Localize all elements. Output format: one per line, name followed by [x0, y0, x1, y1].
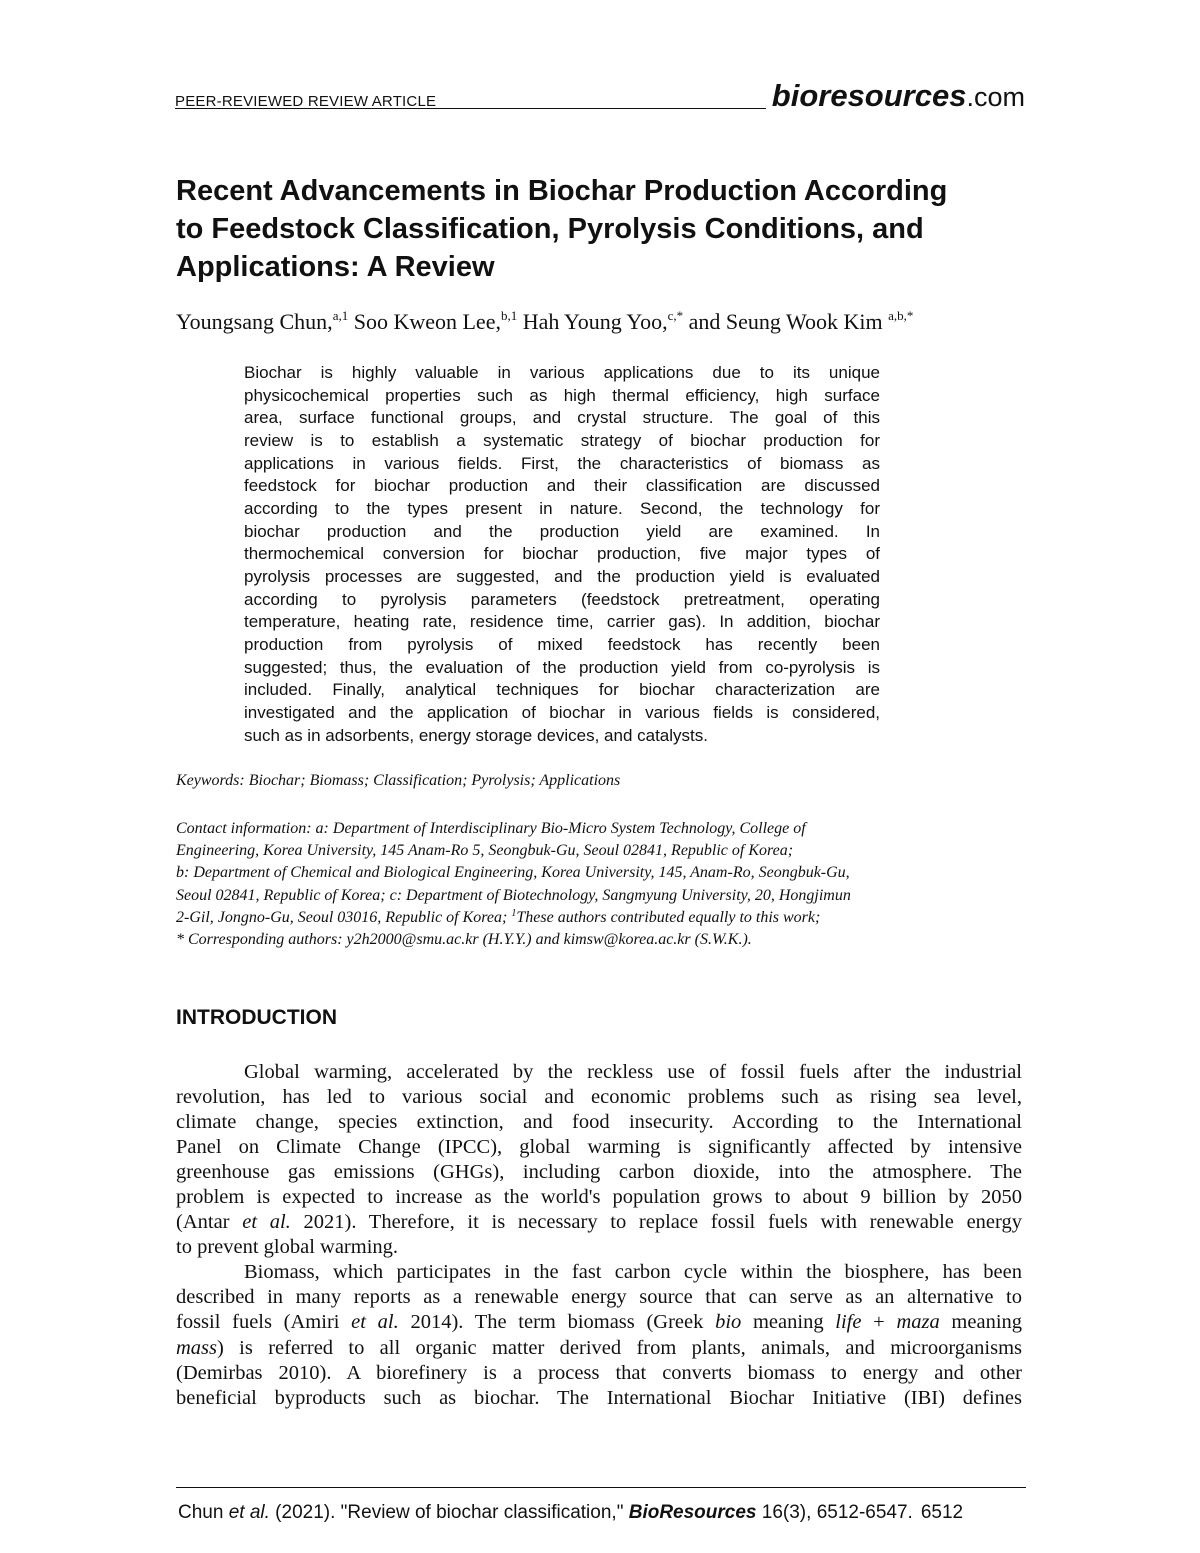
abstract-line: pyrolysis processes are suggested, and the production yield is evaluated — [244, 566, 880, 586]
body-line: (Demirbas 2010). A biorefinery is a process that converts biomass to energy and other — [176, 1361, 1022, 1384]
contact-text: 2-Gil, Jongno-Gu, Seoul 03016, Republic of Korea; — [176, 908, 512, 926]
abstract-line: area, surface functional groups, and crystal structure. The goal of this — [244, 408, 880, 428]
corresponding-authors-line: * Corresponding authors: y2h2000@smu.ac.kr (H.Y.Y.) and kimsw@korea.ac.kr (S.W.K.). — [176, 931, 752, 949]
text-run: + — [861, 1311, 897, 1334]
equal-contribution-mark: 1 — [511, 907, 517, 919]
author-name: Soo Kweon Lee, — [348, 309, 501, 334]
contact-line — [176, 907, 956, 929]
article-title — [176, 172, 1026, 286]
abstract — [244, 362, 880, 747]
page-number: 6512 — [920, 1502, 964, 1523]
title-line: to Feedstock Classification, Pyrolysis Conditions, and — [176, 213, 924, 245]
abstract-line: applications in various fields. First, the characteristics of biomass as — [244, 453, 880, 473]
body-line: problem is expected to increase as the world's population grows to about 9 billion by 2050 — [176, 1186, 1022, 1209]
site-tld: .com — [966, 82, 1025, 112]
body-line: Panel on Climate Change (IPCC), global warming is significantly affected by intensive — [176, 1136, 1022, 1159]
abstract-line: thermochemical conversion for biochar production, five major types of — [244, 544, 880, 564]
abstract-line: included. Finally, analytical techniques for biochar characterization are — [244, 680, 880, 700]
body-line: beneficial byproducts such as biochar. The International Biochar Initiative (IBI) defines — [176, 1386, 1022, 1409]
site-name: bioresources — [771, 78, 967, 113]
text-run: 2021). Therefore, it is necessary to replace fossil fuels with renewable energy — [290, 1211, 1022, 1234]
keywords: Keywords: Biochar; Biomass; Classification; Pyrolysis; Applications — [176, 772, 621, 789]
abstract-line: production from pyrolysis of mixed feedstock has recently been — [244, 634, 880, 654]
text-run-italic: life — [835, 1311, 862, 1334]
abstract-line: biochar production and the production yield are examined. In — [244, 521, 880, 541]
text-run: fossil fuels (Amiri — [176, 1311, 352, 1334]
footer-text: (2021). "Review of biochar classification," — [269, 1502, 629, 1523]
text-run: meaning — [939, 1311, 1023, 1334]
body-line — [176, 1310, 1022, 1335]
body-line: described in many reports as a renewable energy source that can serve as an alternative to — [176, 1286, 1022, 1309]
footer-text: Chun — [178, 1502, 229, 1523]
body-line — [176, 1336, 1022, 1361]
abstract-line: Biochar is highly valuable in various applications due to its unique — [244, 363, 880, 382]
citation-footer — [178, 1502, 963, 1524]
title-line: Applications: A Review — [176, 251, 495, 283]
contact-line: b: Department of Chemical and Biological Engineering, Korea University, 145, Anam-Ro, Seongbuk-Gu, — [176, 864, 850, 882]
abstract-line: physicochemical properties such as high thermal efficiency, high surface — [244, 385, 880, 405]
contact-line: Engineering, Korea University, 145 Anam-Ro 5, Seongbuk-Gu, Seoul 02841, Republic of Korea; — [176, 842, 794, 860]
body-line: revolution, has led to various social and economic problems such as rising sea level, — [176, 1086, 1022, 1109]
abstract-line: feedstock for biochar production and their classification are discussed — [244, 476, 880, 496]
author-name: and Seung Wook Kim — [683, 309, 889, 334]
text-run-italic: et al. — [351, 1311, 399, 1334]
abstract-line: suggested; thus, the evaluation of the production yield from co-pyrolysis is — [244, 657, 880, 677]
equal-contribution-note: These authors contributed equally to this work; — [516, 908, 821, 926]
author-affiliation: c,* — [667, 308, 684, 323]
abstract-line: review is to establish a systematic strategy of biochar production for — [244, 430, 880, 450]
author-affiliation: a,b,* — [888, 308, 914, 323]
footer-text: 16(3), 6512-6547. — [756, 1502, 913, 1523]
abstract-line: such as in adsorbents, energy storage devices, and catalysts. — [244, 725, 708, 745]
author-name: Youngsang Chun, — [176, 309, 333, 334]
author-affiliation: b,1 — [500, 308, 518, 323]
text-run-italic: bio — [715, 1311, 742, 1334]
contact-line: Contact information: a: Department of Interdisciplinary Bio-Micro System Technology, College of — [176, 820, 806, 837]
article-type-label: PEER-REVIEWED REVIEW ARTICLE — [175, 93, 437, 110]
abstract-line: according to pyrolysis parameters (feedstock pretreatment, operating — [244, 589, 880, 609]
abstract-line: temperature, heating rate, residence time, carrier gas). In addition, biochar — [244, 612, 880, 632]
text-run: (Antar — [176, 1211, 243, 1234]
author-affiliation: a,1 — [332, 308, 349, 323]
body-line: greenhouse gas emissions (GHGs), including carbon dioxide, into the atmosphere. The — [176, 1161, 1022, 1184]
text-run: 2014). The term biomass (Greek — [398, 1311, 716, 1334]
footer-rule — [176, 1487, 1026, 1488]
footer-journal-name: BioResources — [628, 1502, 757, 1523]
running-header — [175, 78, 1025, 114]
body-text — [176, 1060, 1022, 1411]
contact-information — [176, 818, 956, 951]
text-run-italic: maza — [896, 1311, 940, 1334]
abstract-line: according to the types present in nature. Second, the technology for — [244, 498, 880, 518]
title-line: Recent Advancements in Biochar Production According — [176, 175, 948, 207]
body-line: to prevent global warming. — [176, 1236, 399, 1259]
section-heading-introduction: INTRODUCTION — [176, 1006, 337, 1029]
text-run-italic: mass — [176, 1336, 218, 1359]
author-list — [176, 309, 913, 335]
abstract-line: investigated and the application of biochar in various fields is considered, — [244, 702, 880, 722]
text-run-italic: et al. — [242, 1211, 291, 1234]
journal-site-logo — [766, 80, 1025, 111]
body-line: climate change, species extinction, and food insecurity. According to the International — [176, 1111, 1022, 1134]
body-line: Biomass, which participates in the fast carbon cycle within the biosphere, has been — [244, 1261, 1022, 1284]
text-run: ) is referred to all organic matter derived from plants, animals, and microorganisms — [217, 1336, 1022, 1359]
body-line: Global warming, accelerated by the reckless use of fossil fuels after the industrial — [244, 1061, 1022, 1083]
contact-line: Seoul 02841, Republic of Korea; c: Department of Biotechnology, Sangmyung University, 20, Hongjimun — [176, 886, 851, 904]
footer-text-italic: et al. — [228, 1502, 270, 1523]
body-line — [176, 1210, 1022, 1235]
text-run: meaning — [741, 1311, 836, 1334]
author-name: Hah Young Yoo, — [517, 309, 668, 334]
